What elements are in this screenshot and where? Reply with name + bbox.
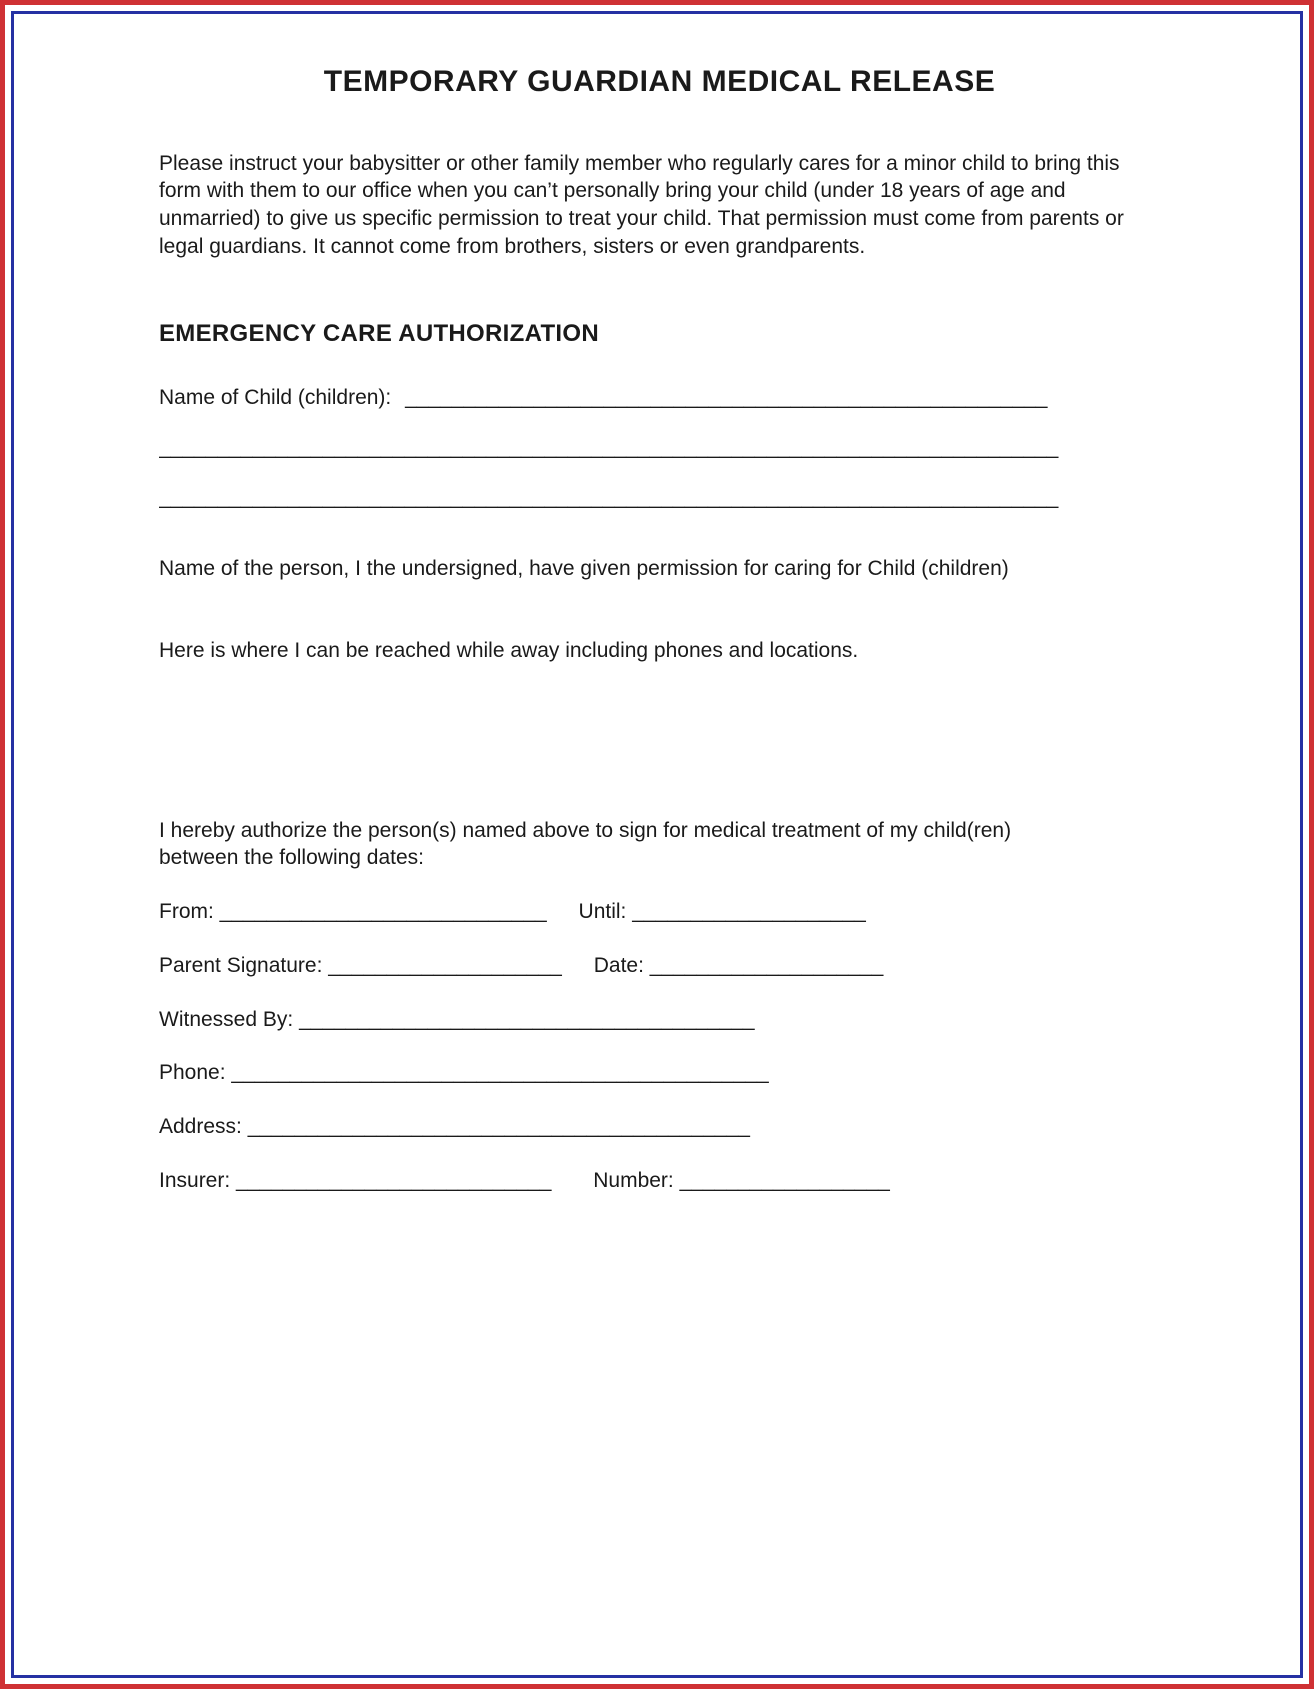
authorize-text: I hereby authorize the person(s) named above to sign for medical treatment of my child(ren) between the following dates: [159,818,1012,870]
address-line: ___________________________________________ [247,1115,750,1139]
blank-line: _____________________________________________________________________________ [159,435,1059,459]
insurer-number-row [159,1167,1160,1195]
number-field [593,1169,890,1192]
section-heading: EMERGENCY CARE AUTHORIZATION [159,320,599,348]
insurer-field [159,1169,557,1192]
person-permission-text: Name of the person, I the undersigned, have given permission for caring for Child (children) [159,557,1009,581]
witnessed-by-row [159,1006,1160,1034]
name-of-child-row [159,384,1160,412]
fields-block [159,898,1160,1194]
date-field [594,954,884,977]
parent-signature-label: Parent Signature: [159,953,323,977]
from-label: From: [159,900,214,924]
until-field [579,900,866,923]
date-label: Date: [593,953,644,977]
from-field [159,900,553,923]
number-label: Number: [593,1168,674,1192]
witnessed-by-line: _______________________________________ [299,1007,755,1031]
phone-label: Phone: [159,1061,226,1085]
address-row [159,1113,1160,1141]
address-label: Address: [159,1115,242,1139]
insurer-line: ___________________________ [236,1168,552,1192]
signature-date-row [159,952,1160,980]
witnessed-by-label: Witnessed By: [159,1007,294,1031]
insurer-label: Insurer: [159,1168,231,1192]
reached-text: Here is where I can be reached while away including phones and locations. [159,639,859,663]
blank-line: _____________________________________________________________________________ [159,485,1059,509]
phone-line: ______________________________________________ [231,1061,769,1085]
document-content [14,14,1300,1675]
name-of-child-label: Name of Child (children): [159,386,392,410]
intro-paragraph: Please instruct your babysitter or other family member who regularly cares for a minor child to bring this form with them to our office when you can’t personally bring your child (under 18 years of age and unmarried) to give us specific permission to treat your child. That permission must come from parents or legal guardians. It cannot come from brothers, sisters or even grandparents. [159,151,1124,258]
number-line: __________________ [679,1168,890,1192]
date-line: ____________________ [649,953,884,977]
from-until-row [159,898,1160,926]
until-label: Until: [578,900,627,924]
inner-border-frame [11,11,1303,1678]
page-title: TEMPORARY GUARDIAN MEDICAL RELEASE [323,65,996,98]
name-of-child-line: _______________________________________________________ [405,386,1048,410]
parent-signature-field [159,954,568,977]
phone-row [159,1059,1160,1087]
until-line: ____________________ [632,900,866,924]
from-line: ____________________________ [219,900,547,924]
parent-signature-line: ____________________ [328,953,562,977]
